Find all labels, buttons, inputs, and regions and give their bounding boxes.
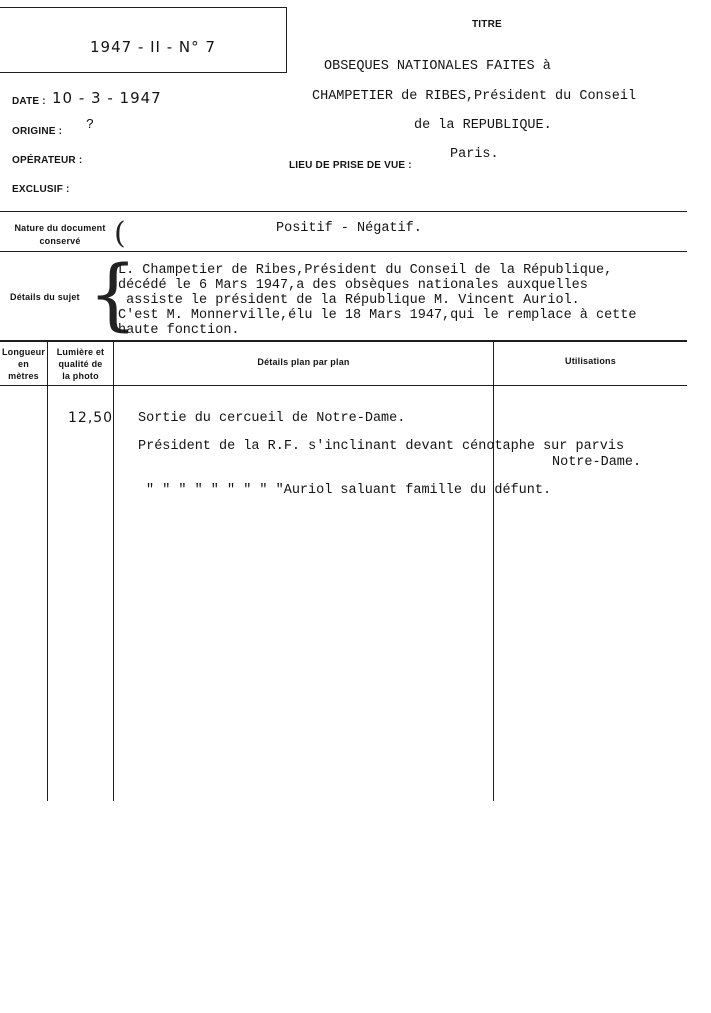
- details-line-1: L. Champetier de Ribes,Président du Conseil de la République,: [118, 263, 613, 278]
- details-line-4: C'est M. Monnerville,élu le 18 Mars 1947,qui le remplace à cette: [118, 308, 637, 323]
- titre-label: TITRE: [472, 19, 502, 30]
- lieu-label: LIEU DE PRISE DE VUE :: [289, 160, 412, 171]
- header-longueur-line3: mètres: [8, 371, 39, 381]
- header-utilisations: Utilisations: [565, 356, 616, 366]
- date-value: 10 - 3 - 1947: [52, 89, 162, 107]
- nature-brace: (: [114, 216, 126, 251]
- header-longueur-line1: Longueur: [1, 347, 46, 357]
- details-line-3: assiste le président de la République M. Vincent Auriol.: [118, 293, 580, 308]
- header-lumiere-line2: qualité de: [58, 359, 103, 369]
- nature-value: Positif - Négatif.: [276, 221, 422, 236]
- details-brace: {: [88, 250, 138, 340]
- plan-line-4: " " " " " " " " "Auriol saluant famille du défunt.: [146, 483, 552, 498]
- origine-value: ?: [86, 118, 95, 133]
- lumiere-value: 12,50: [68, 410, 114, 426]
- titre-line-2: CHAMPETIER de RIBES,Président du Conseil: [312, 89, 637, 104]
- nature-label: [4, 222, 116, 248]
- header-lumiere-line3: la photo: [62, 371, 99, 381]
- details-label: Détails du sujet: [10, 292, 80, 302]
- origine-label: ORIGINE :: [12, 126, 63, 137]
- header-plan: Détails plan par plan: [257, 357, 350, 367]
- plan-line-2: Président de la R.F. s'inclinant devant cénotaphe sur parvis: [138, 439, 625, 454]
- exclusif-label: EXCLUSIF :: [12, 184, 70, 195]
- reference-number: 1947 - II - N° 7: [90, 38, 216, 56]
- header-lumiere-line1: Lumière et: [56, 347, 105, 357]
- header-longueur: [0, 346, 47, 382]
- details-line-2: décédé le 6 Mars 1947,a des obsèques nationales auxquelles: [118, 278, 588, 293]
- nature-label-line1: Nature du document: [14, 223, 106, 233]
- titre-line-1: OBSEQUES NATIONALES FAITES à: [324, 59, 551, 74]
- plan-line-1: Sortie du cercueil de Notre-Dame.: [138, 411, 406, 426]
- date-label: DATE :: [12, 96, 46, 107]
- lieu-value: Paris.: [450, 147, 499, 162]
- header-lumiere: [48, 346, 113, 382]
- header-longueur-line2: en: [18, 359, 29, 369]
- plan-line-3: Notre-Dame.: [552, 455, 642, 470]
- nature-label-line2: conservé: [39, 236, 81, 246]
- details-line-5: haute fonction.: [118, 323, 240, 338]
- operateur-label: OPÉRATEUR :: [12, 155, 83, 166]
- titre-line-3: de la REPUBLIQUE.: [414, 118, 552, 133]
